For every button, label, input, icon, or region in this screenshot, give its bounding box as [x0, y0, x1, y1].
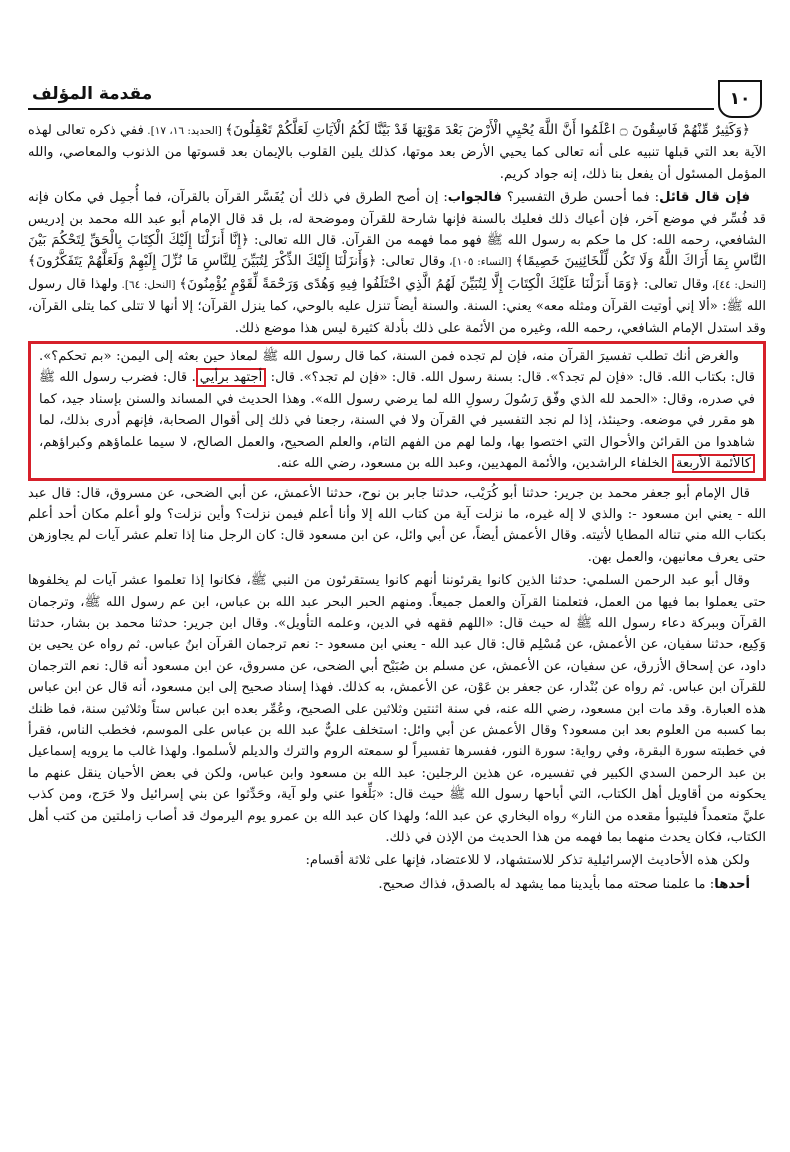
highlighted-phrase: أجتهد برأيي	[196, 368, 266, 387]
header-rule	[28, 108, 714, 110]
page-header	[28, 78, 766, 114]
paragraph	[28, 850, 766, 871]
paragraph-text: ولهذا قال رسول الله ﷺ: «ألا إني أوتيت القرآن ومثله معه» يعني: السنة. والسنة أيضاً تنزل عليه بالوحي، كما ينزل القرآن؛ إلا أنها لا تتلى كما يتلى القرآن، وقد استدل الإمام الشافعي، رحمه الله، وغيره من الأئمة على ذلك بأدلة كثيرة ليس هذا موضع ذلك.	[28, 276, 766, 336]
division-text: : ما علمنا صحته مما بأيدينا مما يشهد له بالصدق، فذاك صحيح.	[378, 876, 715, 892]
paragraph-text: قال الإمام أبو جعفر محمد بن جرير: حدثنا أبو كُرَيْب، حدثنا جابر بن نوح، حدثنا الأعمش، عن أبي الضحى، عن مسروق، قال: قال عبد الله - يعني ابن مسعود -: والذي لا إله غيره، ما نزلت آية من كتاب الله إلا وأنا أعلم فيمن نزلت؟ وأين نزلت؟ ولو أعلم مكان أحد أعلم بكتاب الله مني تناله المطايا لأتيته. وقال الأعمش أيضاً، عن أبي وائل، عن ابن مسعود قال: كان الرجل منا إذا تعلم عشر آيات لم يجاوزهن حتى يعرف معانيهن، والعمل بهن.	[28, 485, 766, 565]
quran-verse: ﴿إِنَّا أَنزَلْنَا إِلَيْكَ الْكِتَابَ بِالْحَقِّ لِتَحْكُمَ بَيْنَ النَّاسِ بِمَا أَرَاكَ اللَّهُ وَلَا تَكُن لِّلْخَائِنِينَ خَصِيمًا﴾	[28, 232, 766, 270]
lead-phrase: فالجواب	[447, 190, 502, 206]
quran-verse: ﴿وَأَنزَلْنَا إِلَيْكَ الذِّكْرَ لِتُبَيِّنَ لِلنَّاسِ مَا نُزِّلَ إِلَيْهِمْ وَلَعَلَّهُمْ يَتَفَكَّرُونَ﴾	[28, 253, 377, 270]
paragraph-text: . قال: فضرب رسول الله ﷺ في صدره، وقال: «الحمد لله الذي وفّق رَسُولَ رسولِ الله لما يرضي رسول الله». وهذا الحديث في المساند والسنن بإسناد جيد، كما هو مقرر في موضعه. وحينئذ، إذا لم نجد التفسير في القرآن ولا في السنة، رجعنا في ذلك إلى أقوال الصحابة، فإنهم أدرى بذلك، لما شاهدوا من القرائن والأحوال التي اختصوا بها، ولما لهم من الفهم التام، والعلم الصحيح، والعمل الصالح، لا سيما علماؤهم وكبراؤهم،	[39, 370, 755, 450]
verse-reference: [النحل: ٤٤]،	[708, 278, 766, 291]
paragraph	[28, 120, 766, 185]
verse-reference: [الحديد: ١٦، ١٧].	[143, 125, 226, 137]
paragraph-text: : إن أصح الطرق في ذلك أن يُفَسَّر القرآن بالقرآن، فما أُجمِل في مكان فإنه قد فُسِّر في موضع آخر، فإن أعياك ذلك فعليك بالسنة فإنها شارحة للقرآن وموضحة له، بل قد قال الإمام أبو عبد الله محمد بن إدريس الشافعي، رحمه الله: كل ما حكم به رسول الله ﷺ فهو مما فهمه من القرآن. قال الله تعالى:	[28, 190, 766, 249]
quran-verse: ﴿وَمَا أَنزَلْنَا عَلَيْكَ الْكِتَابَ إِلَّا لِتُبَيِّنَ لَهُمُ الَّذِي اخْتَلَفُوا فِيهِ وَهُدًى وَرَحْمَةً لِّقَوْمٍ يُؤْمِنُونَ﴾	[179, 275, 640, 292]
division-label: أحدها	[714, 876, 750, 892]
lead-phrase: فإن قال قائل	[659, 190, 750, 206]
page-number: ١٠	[718, 80, 762, 118]
paragraph-text: والغرض أنك تطلب تفسيرَ القرآن منه، فإن لم تجده فمن السنة، كما قال رسول الله ﷺ لمعاذ حين بعثه إلى اليمن: «بم تحكم؟». قال: بكتاب الله. قال: «فإن لم تجد؟». قال: بسنة رسول الله. قال: «فإن لم تجد؟». قال:	[39, 349, 756, 386]
running-title: مقدمة المؤلف	[32, 84, 153, 104]
verse-reference: [النحل: ٦٤].	[117, 278, 180, 291]
quran-verse: ﴿وَكَثِيرٌ مِّنْهُمْ فَاسِقُونَ ۝ اعْلَمُوا أَنَّ اللَّهَ يُحْيِي الْأَرْضَ بَعْدَ مَوْتِهَا قَدْ بَيَّنَّا لَكُمُ الْآيَاتِ لَعَلَّكُمْ تَعْقِلُونَ﴾	[225, 122, 750, 138]
paragraph-text: وقال تعالى:	[376, 254, 446, 270]
paragraph-text: ففي ذكره تعالى لهذه الآية بعد التي قبلها تنبيه على أنه تعالى كما يحيي الأرض بعد موتها، كذلك يلين القلوب بالإيمان بعد قسوتها من الذنوب والمعاصي، والله المؤمل المسئول أن يفعل بنا ذلك، إنه جواد كريم.	[28, 123, 766, 182]
paragraph-text: الخلفاء الراشدين، والأئمة المهديين، وعبد الله بن مسعود، رضي الله عنه.	[276, 456, 672, 472]
highlighted-paragraph	[28, 341, 766, 480]
page-body	[28, 120, 766, 897]
paragraph	[28, 187, 766, 339]
paragraph-text: وقال تعالى:	[639, 276, 709, 292]
paragraph-text: وقال أبو عبد الرحمن السلمي: حدثنا الذين كانوا يقرئوننا أنهم كانوا يستقرئون من النبي ﷺ، فكانوا إذا تعلموا عشر آيات لم يخلفوها حتى يعملوا بما فيها من العمل، فتعلمنا القرآن والعمل جميعاً. ومنهم الحبر البحر عبد الله بن عباس، ابن عم رسول الله ﷺ، وترجمان القرآن وببركة دعاء رسول الله ﷺ له حيث قال: «اللهم فقهه في الدين، وعلمه التأويل». وقال ابن جرير: حدثنا محمد بن بشار، حدثنا وَكِيع، حدثنا سفيان، عن الأعمش، عن مُسْلِم قال: قال عبد الله - يعني ابن مسعود -: نعم ترجمان القرآن ابنُ عباس. ثم رواه عن يحيى بن داود، عن إسحاق الأزرق، عن سفيان، عن الأعمش، عن مسلم بن صُبَيْح أبي الضحى، عن مسروق، عن ابن مسعود أنه قال: نعم الترجمان للقرآن ابن عباس. ثم رواه عن بُنْدار، عن جعفر بن عَوْن، عن الأعمش، به كذلك. فهذا إسناد صحيح إلى ابن مسعود، أنه قال عن ابن عباس هذه العبارة. وقد مات ابن مسعود، رضي الله عنه، في سنة اثنتين وثلاثين على الصحيح، وعُمِّر بعده ابن عباس ستاً وثلاثين سنة، فما ظنك بما كسبه من العلوم بعد ابن مسعود؟ وقال الأعمش عن أبي وائل: استخلف عليٌّ عبد الله بن عباس على الموسم، فخطب الناس، فقرأ في خطبته سورة البقرة، وفي رواية: سورة النور، ففسرها تفسيراً لو سمعته الروم والترك والديلم لأسلموا. ولهذا غالب ما يرويه إسماعيل بن عبد الرحمن السدي الكبير في تفسيره، عن هذين الرجلين: عبد الله بن مسعود وابن عباس، ولكن في بعض الأحيان ينقل عنهم ما يحكونه من أقاويل أهل الكتاب، التي أباحها رسول الله ﷺ حيث قال: «بَلِّغوا عني ولو آية، وحَدِّثوا عن بني إسرائيل ولا حَرَج، ومن كذب عليَّ متعمداً فليتبوأ مقعده من النار» رواه البخاري عن عبد الله؛ ولهذا كان عبد الله بن عمرو يوم اليرموك قد أصاب زاملتين من كتب أهل الكتاب، فكان يحدث منهما بما فهمه من هذا الحديث من الإذن في ذلك.	[28, 573, 766, 845]
paragraph-text: ولكن هذه الأحاديث الإسرائيلية تذكر للاستشهاد، لا للاعتضاد، فإنها على ثلاثة أقسام:	[305, 853, 750, 869]
highlighted-phrase: كالأئمة الأربعة	[672, 454, 755, 473]
paragraph	[28, 483, 766, 569]
verse-reference: [النساء: ١٠٥]،	[445, 256, 516, 269]
paragraph	[28, 570, 766, 848]
division-item	[28, 874, 766, 895]
paragraph-text: : فما أحسن طرق التفسير؟	[501, 190, 660, 206]
